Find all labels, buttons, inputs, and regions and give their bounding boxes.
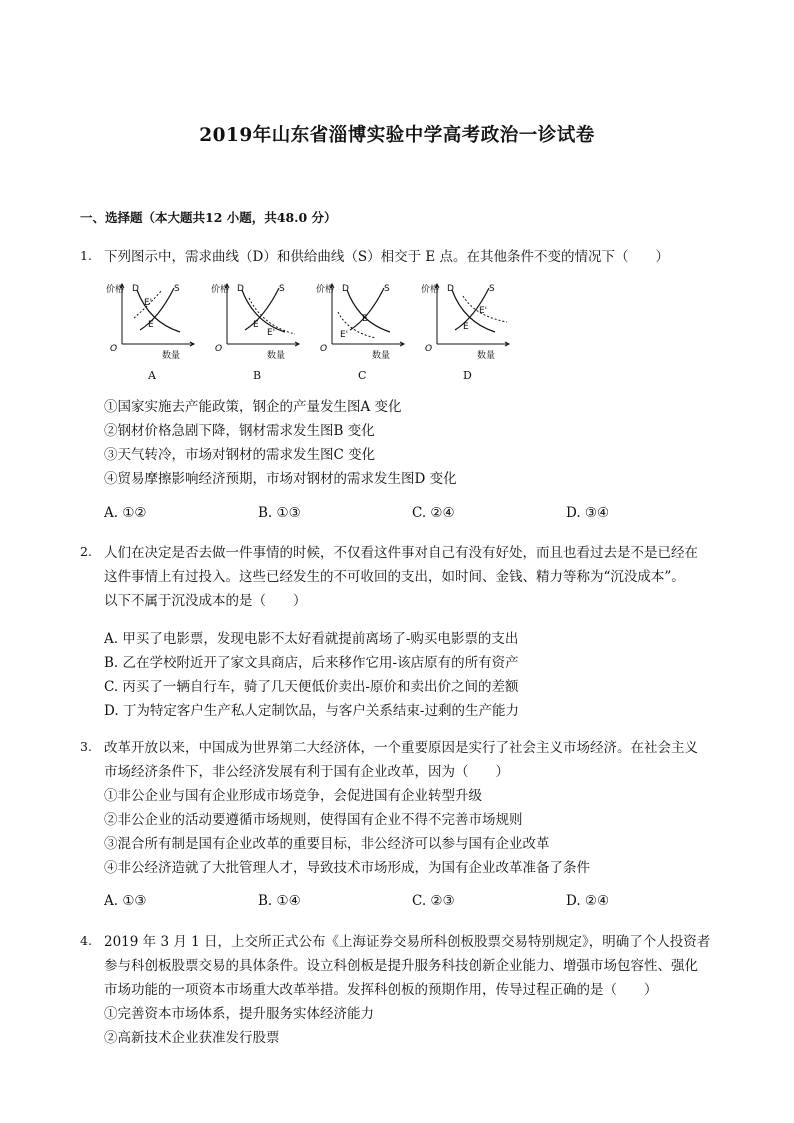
graph-c-x-axis-label: 数量 xyxy=(372,351,391,361)
question-4-stem-line: 参与科创板股票交易的具体条件。设立科创板是提升服务科技创新企业能力、增强市场包容性、强化 xyxy=(104,958,698,974)
question-4-item: ②高新技术企业获准发行股票 xyxy=(104,1030,280,1046)
question-4-stem-line: 2019 年 3 月 1 日，上交所正式公布《上海证券交易所科创板股票交易特别规定》，明确了个人投资者 xyxy=(104,934,711,950)
section-heading: 一、选择题（本大题共12 小题，共48.0 分） xyxy=(80,210,337,225)
question-2-number: 2. xyxy=(80,544,92,559)
graph-b-y-axis-label: 价格 xyxy=(211,285,230,295)
question-1-item: ③天气转冷，市场对钢材的需求发生图C 变化 xyxy=(104,447,376,463)
graph-a-x-axis-label: 数量 xyxy=(162,351,181,361)
question-2-choice-b[interactable]: B. 乙在学校附近开了家文具商店，后来移作它用-该店原有的所有资产 xyxy=(104,655,519,671)
question-3-item: ④非公经济造就了大批管理人才，导致技术市场形成，为国有企业改革准备了条件 xyxy=(104,860,590,876)
graph-d-caption: D xyxy=(463,369,472,382)
question-1-number: 1. xyxy=(80,248,92,263)
question-1-item: ②钢材价格急剧下降，钢材需求发生图B 变化 xyxy=(104,423,375,439)
graph-d-e-label: E xyxy=(463,322,469,332)
question-3-item: ①非公企业与国有企业形成市场竞争，会促进国有企业转型升级 xyxy=(104,788,482,804)
graph-b-x-axis-label: 数量 xyxy=(267,351,286,361)
question-3-choice-c[interactable]: C. ②③ xyxy=(412,893,455,909)
question-3-item: ②非公企业的活动要遵循市场规则，使得国有企业不得不完善市场规则 xyxy=(104,812,523,828)
graph-d-origin: O xyxy=(425,344,433,354)
graph-d-x-axis-label: 数量 xyxy=(477,351,496,361)
graph-b-e-label: E xyxy=(253,320,259,330)
question-2-choice-d[interactable]: D. 丁为特定客户生产私人定制饮品，与客户关系结束-过剩的生产能力 xyxy=(104,703,519,719)
graph-a-e2-label: E' xyxy=(144,298,153,308)
question-4-number: 4. xyxy=(80,933,92,948)
question-1-stem: 下列图示中，需求曲线（D）和供给曲线（S）相交于 E 点。在其他条件不变的情况下（ ） xyxy=(104,249,670,265)
question-3-number: 3. xyxy=(80,739,92,754)
graph-b-caption: B xyxy=(253,369,262,382)
graph-c-caption: C xyxy=(358,369,367,382)
graph-a xyxy=(104,276,200,388)
question-1-item: ①国家实施去产能政策，钢企的产量发生图A 变化 xyxy=(104,399,402,415)
graph-a-caption: A xyxy=(148,369,156,382)
page-title: 2019年山东省淄博实验中学高考政治一诊试卷 xyxy=(199,125,595,146)
question-4-item: ①完善资本市场体系，提升服务实体经济能力 xyxy=(104,1006,374,1022)
question-4-stem-line: 市场功能的一项资本市场重大改革举措。发挥科创板的预期作用，传导过程正确的是（ ） xyxy=(104,982,658,998)
question-1-choice-a[interactable]: A. ①② xyxy=(104,505,147,521)
question-2-stem-line: 这件事情上有过投入。这些已经发生的不可收回的支出，如时间、金钱、精力等称为“沉没成本”。 xyxy=(104,569,685,585)
question-1-choice-d[interactable]: D. ③④ xyxy=(566,505,610,521)
graph-c-d-label: D xyxy=(342,284,349,294)
question-3-stem-line: 改革开放以来，中国成为世界第二大经济体，一个重要原因是实行了社会主义市场经济。在社会主义 xyxy=(104,740,698,756)
graph-b-d-label: D xyxy=(237,284,244,294)
question-2-stem-line: 人们在决定是否去做一件事情的时候，不仅看这件事对自己有没有好处，而且也看过去是不是已经在 xyxy=(104,545,698,561)
question-1-item: ④贸易摩擦影响经济预期，市场对钢材的需求发生图D 变化 xyxy=(104,471,457,487)
graph-c-origin: O xyxy=(320,344,328,354)
graph-c-s-label: S xyxy=(384,284,390,294)
question-2-choice-c[interactable]: C. 丙买了一辆自行车，骑了几天便低价卖出-原价和卖出价之间的差额 xyxy=(104,679,519,695)
question-1-choice-c[interactable]: C. ②④ xyxy=(412,505,455,521)
graph-d xyxy=(419,276,515,388)
graph-d-y-axis-label: 价格 xyxy=(421,285,440,295)
question-2-choice-a[interactable]: A. 甲买了电影票，发现电影不太好看就提前离场了-购买电影票的支出 xyxy=(104,631,519,647)
graph-c-e-label: E xyxy=(362,314,368,324)
graph-b-e2-label: E' xyxy=(267,328,276,338)
graph-a-y-axis-label: 价格 xyxy=(106,285,125,295)
question-1-choice-b[interactable]: B. ①③ xyxy=(258,505,301,521)
supply-demand-graphs xyxy=(104,276,504,388)
question-3-stem-line: 市场经济条件下，非公经济发展有利于国有企业改革，因为（ ） xyxy=(104,764,509,780)
graph-c-y-axis-label: 价格 xyxy=(316,285,335,295)
question-3-choice-a[interactable]: A. ①③ xyxy=(104,893,147,909)
question-3-choice-b[interactable]: B. ①④ xyxy=(258,893,301,909)
graph-c xyxy=(314,276,410,388)
graph-a-s-label: S xyxy=(174,284,180,294)
graph-d-d-label: D xyxy=(447,284,454,294)
graph-d-s-label: S xyxy=(489,284,495,294)
graph-b-s-label: S xyxy=(279,284,285,294)
graph-b-origin: O xyxy=(215,344,223,354)
graph-c-e2-label: E' xyxy=(340,330,349,340)
graph-a-e-label: E xyxy=(148,320,154,330)
graph-a-d-label: D xyxy=(132,284,139,294)
graph-a-origin: O xyxy=(110,344,118,354)
question-3-item: ③混合所有制是国有企业改革的重要目标，非公经济可以参与国有企业改革 xyxy=(104,836,550,852)
question-3-choice-d[interactable]: D. ②④ xyxy=(566,893,610,909)
graph-b xyxy=(209,276,305,388)
question-2-stem-line: 以下不属于沉没成本的是（ ） xyxy=(104,593,307,609)
graph-d-e2-label: E' xyxy=(479,306,488,316)
